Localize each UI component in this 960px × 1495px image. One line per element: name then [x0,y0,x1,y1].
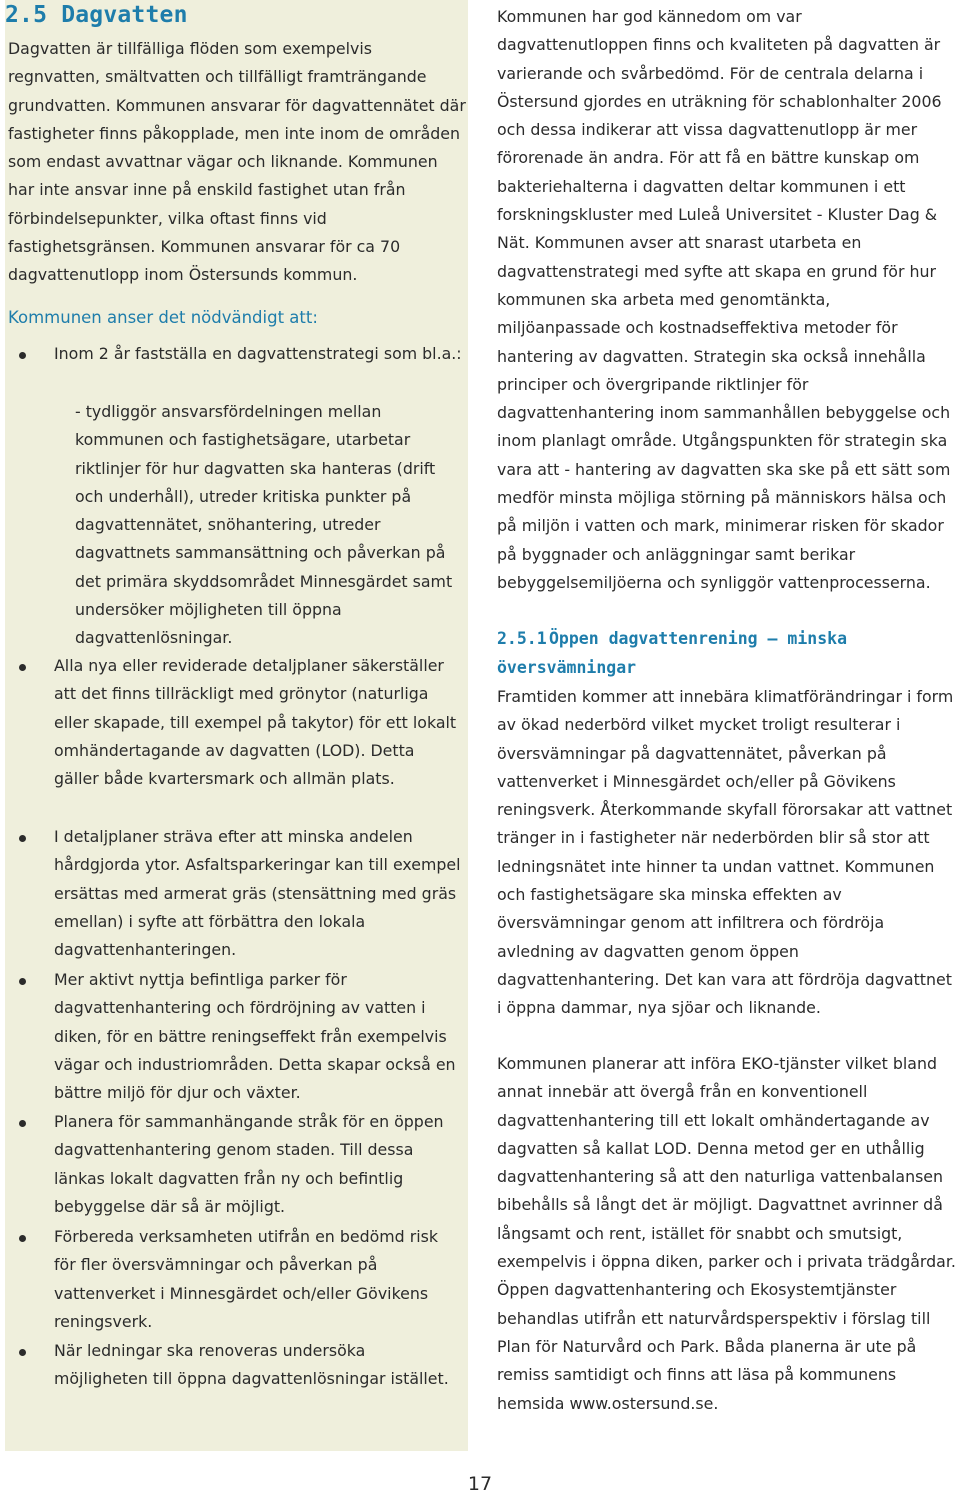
bullet-dot-icon [19,1349,26,1356]
right-paragraph-3: Kommunen planerar att införa EKO-tjänster vilket bland annat innebär att övergå från en konventionell dagvattenhantering till ett lokalt omhändertagande av dagvatten så kallat LOD. Denna metod ger en uthållig dagvattenhantering så att den naturliga vattenbalansen bibehålls så långt det är möjligt. Dagvattnet avrinner då långsamt och rent, istället för snabbt och smutsigt, exempelvis i öppna diken, parker och i privata trädgårdar. Öppen dagvattenhantering och Ekosystemtjänster behandlas utifrån ett naturvårdsperspektiv i förslag till Plan för Naturvård och Park. Båda planerna är ute på remiss samtidigt och finns att läsa på kommunens hemsida www.ostersund.se. [497,1054,956,1413]
bullet-dot-icon [19,664,26,671]
bullet-text: Inom 2 år fastställa en dagvattenstrategi som bl.a.: [54,344,462,363]
bullet-text: I detaljplaner sträva efter att minska andelen hårdgjorda ytor. Asfaltsparkeringar kan till exempel ersättas med armerat gräs (stensättning med gräs emellan) i syfte att förbättra den lokala dagvattenhanteringen. [54,827,461,960]
bullet-dot-icon [19,835,26,842]
intro-paragraph: Dagvatten är tillfälliga flöden som exempelvis regnvatten, smältvatten och tillfälligt framträngande grundvatten. Kommunen ansvarar för dagvattennätet där fastigheter finns påkopplade, men inte inom de områden som endast avvattnar vägar och liknande. Kommunen har inte ansvar inne på enskild fastighet utan från förbindelsepunkter, vilka oftast finns vid fastighetsgränsen. Kommunen ansvarar för ca 70 dagvattenutlopp inom Östersunds kommun. [8,39,466,285]
right-paragraph-2: Framtiden kommer att innebära klimatförändringar i form av ökad nederbörd vilket mycket troligt resulterar i översvämningar på dagvattennätet, påverkan på vattenverket i Minnesgärdet och/eller på Gövikens reningsverk. Återkommande skyfall förorsakar att vattnet tränger in i fastigheter när nederbörden blir så stor att ledningsnätet inte hinner ta undan vattnet. Kommunen och fastighetsägare ska minska effekten av översvämningar genom att infiltrera och fördröja avledning av dagvatten genom öppen dagvattenhantering. Det kan vara att fördröja dagvattnet i öppna dammar, nya sjöar och liknande. [497,687,954,1018]
page-number: 17 [467,1473,493,1495]
bullet-text: Förbereda verksamheten utifrån en bedömd risk för fler översvämningar och påverkan på vattenverket i Minnesgärdet och/eller Gövikens reningsverk. [54,1227,438,1331]
bullet-dot-icon [19,978,26,985]
bullet-text: Planera för sammanhängande stråk för en öppen dagvattenhantering genom staden. Till dessa länkas lokalt dagvatten från ny och befintlig bebyggelse där så är möjligt. [54,1112,444,1216]
bullet-text: När ledningar ska renoveras undersöka möjligheten till öppna dagvattenlösningar istället. [54,1341,449,1389]
subsection-number: 2.5.1 [497,629,547,648]
bullets-subheading: Kommunen anser det nödvändigt att: [8,308,318,327]
bullet-dot-icon [19,1120,26,1127]
bullet-text: Mer aktivt nyttja befintliga parker för dagvattenhantering och fördröjning av vatten i diken, för en bättre reningseffekt från exempelvis vägar och industriområden. Detta skapar också en bättre miljö för djur och växter. [54,970,456,1103]
right-paragraph-1: Kommunen har god kännedom om var dagvattenutloppen finns och kvaliteten på dagvatten är varierande och svårbedömd. För de centrala delarna i Östersund gjordes en uträkning för schablonhalter 2006 och dessa indikerar att vissa dagvattenutlopp är mer förorenade än andra. För att få en bättre kunskap om bakteriehalterna i dagvatten deltar kommunen i ett forskningskluster med Luleå Universitet - Kluster Dag & Nät. Kommunen avser att snarast utarbeta en dagvattenstrategi med syfte att skapa en grund för hur kommunen ska arbeta med genomtänkta, miljöanpassade och kostnadseffektiva metoder för hantering av dagvatten. Strategin ska också innehålla principer och övergripande riktlinjer för dagvattenhantering inom sammanhållen bebyggelse och inom planlagt område. Utgångspunkten för strategin ska vara att - hantering av dagvatten ska ske på ett sätt som medför minsta möjliga störning på människors hälsa och på miljön i vatten och mark, minimerar risken för skador på byggnader och anläggningar samt berikar bebyggelsemiljöerna och synliggör vattenprocesserna. [497,7,951,592]
subsection-heading [497,625,957,682]
bullet-dot-icon [19,1235,26,1242]
section-heading: 2.5 Dagvatten [5,2,188,28]
subsection-title: Öppen dagvattenrening – minska översvämningar [497,629,848,677]
bullet-sub-item: - tydliggör ansvarsfördelningen mellan kommunen och fastighetsägare, utarbetar riktlinjer för hur dagvatten ska hanteras (drift och underhåll), utreder kritiska punkter på dagvattennätet, snöhantering, utreder dagvattnets sammansättning och påverkan på det primära skyddsområdet Minnesgärdet samt undersöker möjligheten till öppna dagvattenlösningar. [75,402,453,648]
bullet-text: Alla nya eller reviderade detaljplaner säkerställer att det finns tillräckligt med grönytor (naturliga eller skapade, till exempel på takytor) för ett lokalt omhändertagande av dagvatten (LOD). Detta gäller både kvartersmark och allmän plats. [54,656,457,789]
bullet-dot-icon [19,352,26,359]
